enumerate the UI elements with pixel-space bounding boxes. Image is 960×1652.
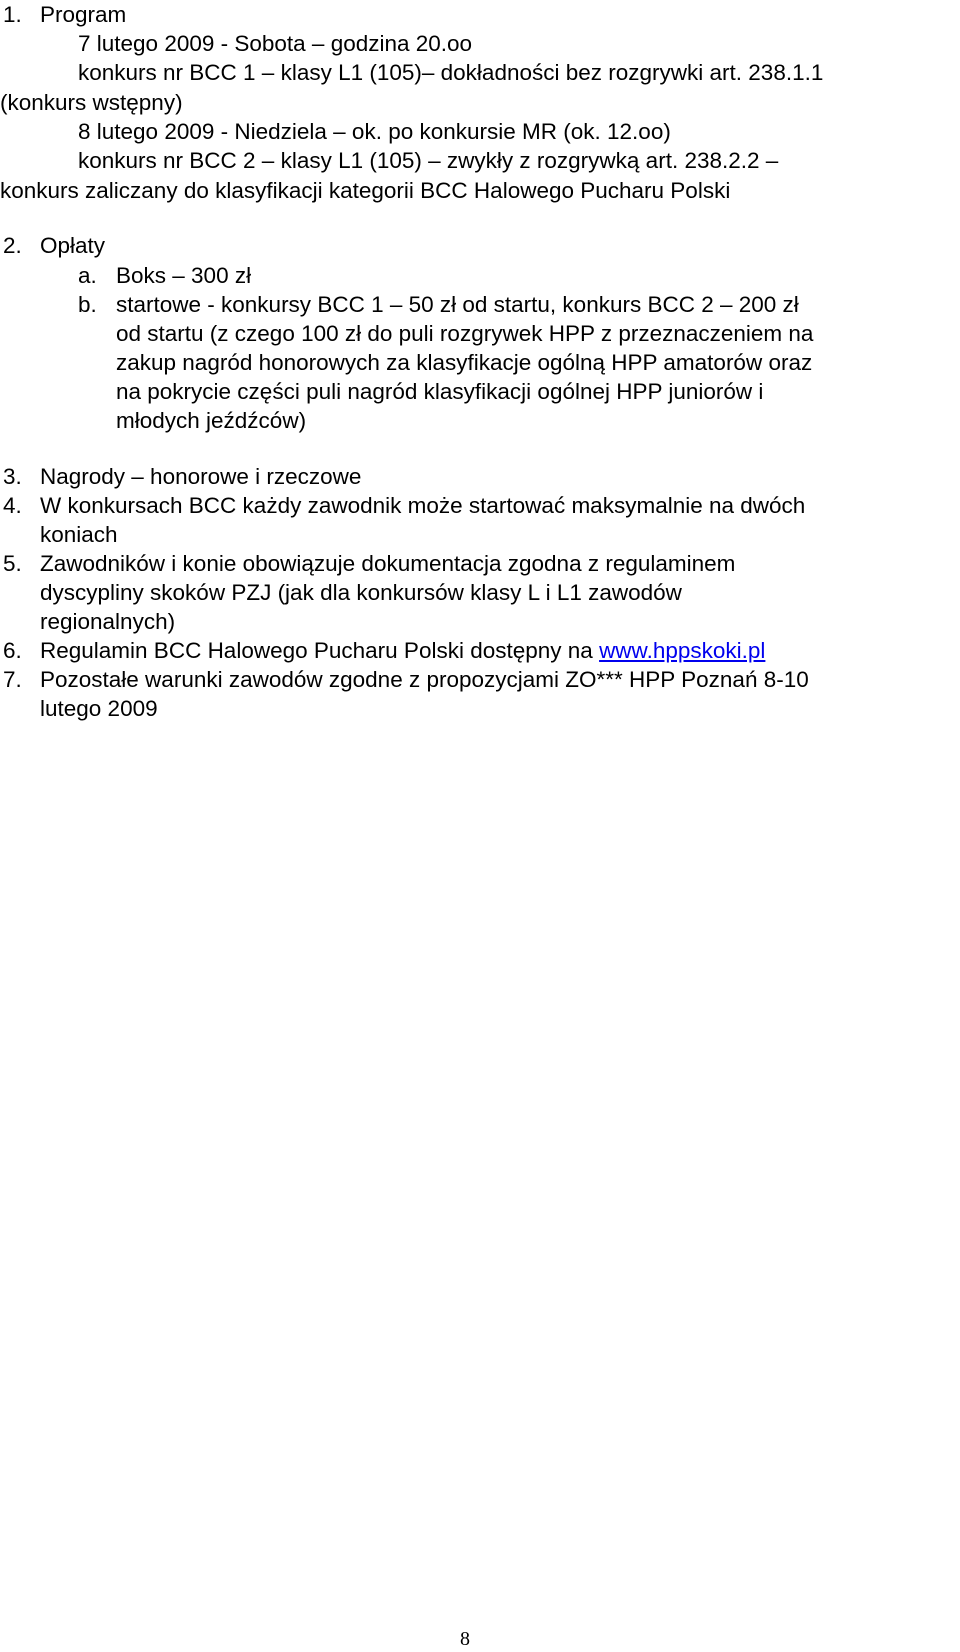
program-day-1-event: konkurs nr BCC 1 – klasy L1 (105)– dokładności bez rozgrywki art. 238.1.1 xyxy=(78,60,824,85)
section-5-line-1: Zawodników i konie obowiązuje dokumentacja zgodna z regulaminem xyxy=(40,551,736,576)
fee-item-b-line-2: od startu (z czego 100 zł do puli rozgrywek HPP z przeznaczeniem na xyxy=(116,321,814,346)
fee-item-b-line-5: młodych jeźdźców) xyxy=(116,408,307,433)
fee-item-b-letter: b. xyxy=(78,292,97,317)
section-7-line-1: Pozostałe warunki zawodów zgodne z propozycjami ZO*** HPP Poznań 8-10 xyxy=(40,667,809,692)
section-4-number: 4. xyxy=(3,493,22,518)
fee-item-b-line-1: startowe - konkursy BCC 1 – 50 zł od startu, konkurs BCC 2 – 200 zł xyxy=(116,292,799,317)
program-day-2: 8 lutego 2009 - Niedziela – ok. po konkursie MR (ok. 12.oo) xyxy=(78,119,671,144)
fee-item-a-text: Boks – 300 zł xyxy=(116,263,252,288)
program-day-1: 7 lutego 2009 - Sobota – godzina 20.oo xyxy=(78,31,473,56)
section-4-line-2: koniach xyxy=(40,522,118,547)
section-6-text xyxy=(40,636,765,666)
section-4-line-1: W konkursach BCC każdy zawodnik może startować maksymalnie na dwóch xyxy=(40,493,806,518)
hppskoki-link[interactable]: www.hppskoki.pl xyxy=(599,638,766,663)
section-7-number: 7. xyxy=(3,667,22,692)
section-3-text: Nagrody – honorowe i rzeczowe xyxy=(40,464,362,489)
section-2-number: 2. xyxy=(3,233,22,258)
section-5-line-3: regionalnych) xyxy=(40,609,176,634)
fee-item-b-line-4: na pokrycie części puli nagród klasyfikacji ogólnej HPP juniorów i xyxy=(116,379,764,404)
page-number: 8 xyxy=(460,1628,470,1650)
section-1-number: 1. xyxy=(3,2,22,27)
fee-item-a-letter: a. xyxy=(78,263,97,288)
section-5-number: 5. xyxy=(3,551,22,576)
section-6-number: 6. xyxy=(3,638,22,663)
section-6-label: Regulamin BCC Halowego Pucharu Polski dostępny na xyxy=(40,638,600,663)
program-day-2-event-note: konkurs zaliczany do klasyfikacji kategorii BCC Halowego Pucharu Polski xyxy=(0,178,731,203)
program-day-1-event-note: (konkurs wstępny) xyxy=(0,90,183,115)
section-5-line-2: dyscypliny skoków PZJ (jak dla konkursów klasy L i L1 zawodów xyxy=(40,580,682,605)
section-3-number: 3. xyxy=(3,464,22,489)
section-2-title: Opłaty xyxy=(40,233,106,258)
section-7-line-2: lutego 2009 xyxy=(40,696,158,721)
section-1-title: Program xyxy=(40,2,127,27)
program-day-2-event: konkurs nr BCC 2 – klasy L1 (105) – zwykły z rozgrywką art. 238.2.2 – xyxy=(78,148,779,173)
fee-item-b-line-3: zakup nagród honorowych za klasyfikacje ogólną HPP amatorów oraz xyxy=(116,350,813,375)
